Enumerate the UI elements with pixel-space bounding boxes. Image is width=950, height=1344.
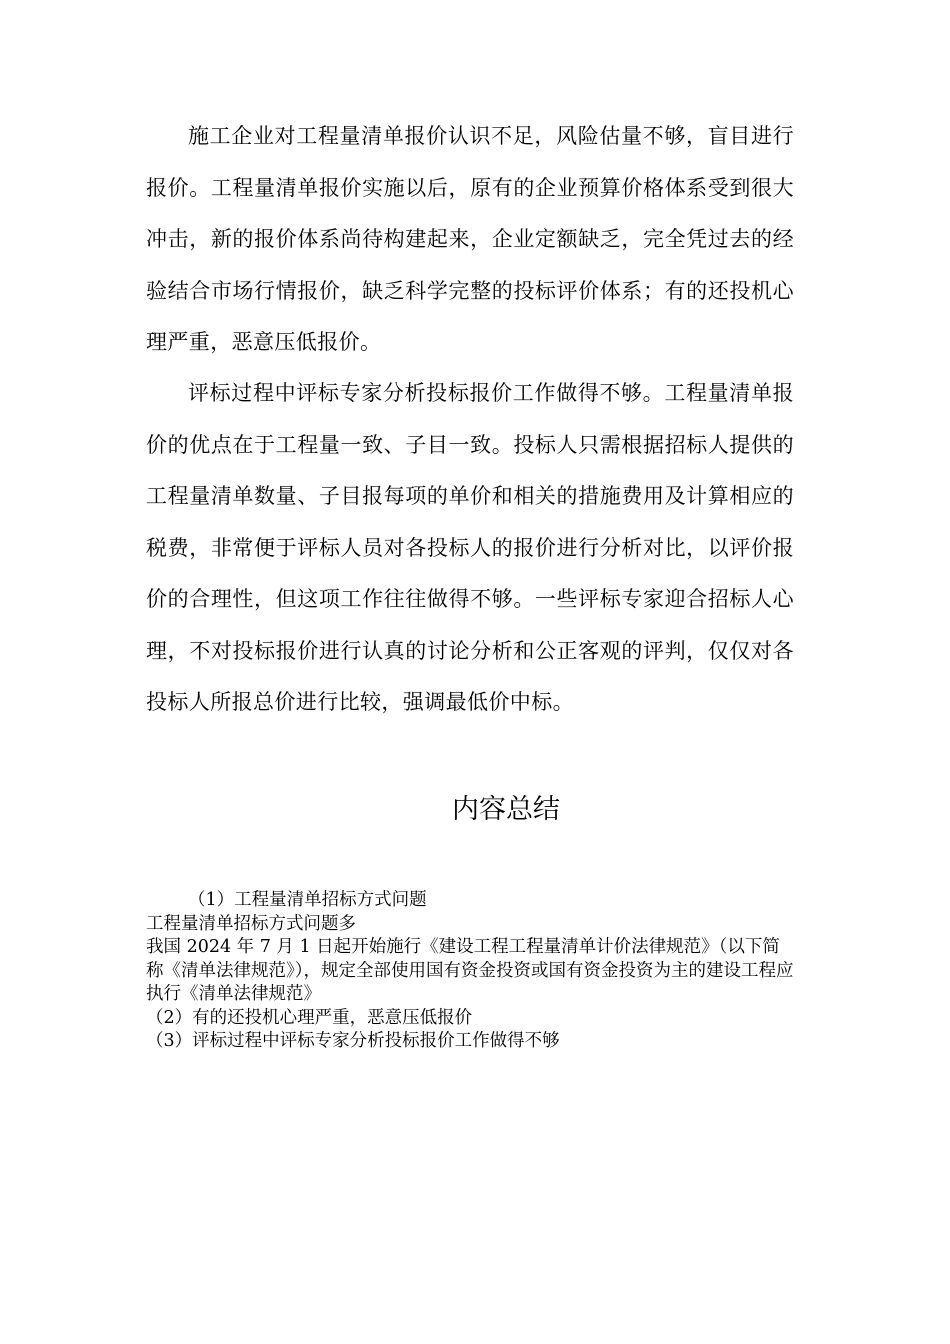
summary-item-3: 我国 2024 年 7 月 1 日起开始施行《建设工程工程量清单计价法律规范》（以下简称《清单法律规范》），规定全部使用国有资金投资或国有资金投资为主的建设工程应执行《清单法律规范》 [146, 937, 794, 1004]
body-paragraph-2: 评标过程中评标专家分析投标报价工作做得不够。工程量清单报价的优点在于工程量一致、子目一致。投标人只需根据招标人提供的工程量清单数量、子目报每项的单价和相关的措施费用及计算相应的税费，非常便于评标人员对各投标人的报价进行分析对比，以评价报价的合理性，但这项工作往往做得不够。一些评标专家迎合招标人心理，不对投标报价进行认真的讨论分析和公正客观的评判，仅仅对各投标人所报总价进行比较，强调最低价中标。 [146, 381, 794, 714]
summary-heading: 内容总结 [452, 794, 560, 825]
summary-item-1: （1）工程量清单招标方式问题 [188, 890, 427, 910]
summary-item-4: （2）有的还投机心理严重，恶意压低报价 [146, 1007, 473, 1028]
summary-list [146, 889, 796, 1054]
body-paragraph-1: 施工企业对工程量清单报价认识不足，风险估量不够，盲目进行报价。工程量清单报价实施以后，原有的企业预算价格体系受到很大冲击，新的报价体系尚待构建起来，企业定额缺乏，完全凭过去的经验结合市场行情报价，缺乏科学完整的投标评价体系；有的还投机心理严重，恶意压低报价。 [146, 124, 794, 354]
summary-item-2: 工程量清单招标方式问题多 [146, 913, 356, 934]
summary-item-5: （3）评标过程中评标专家分析投标报价工作做得不够 [146, 1031, 560, 1051]
